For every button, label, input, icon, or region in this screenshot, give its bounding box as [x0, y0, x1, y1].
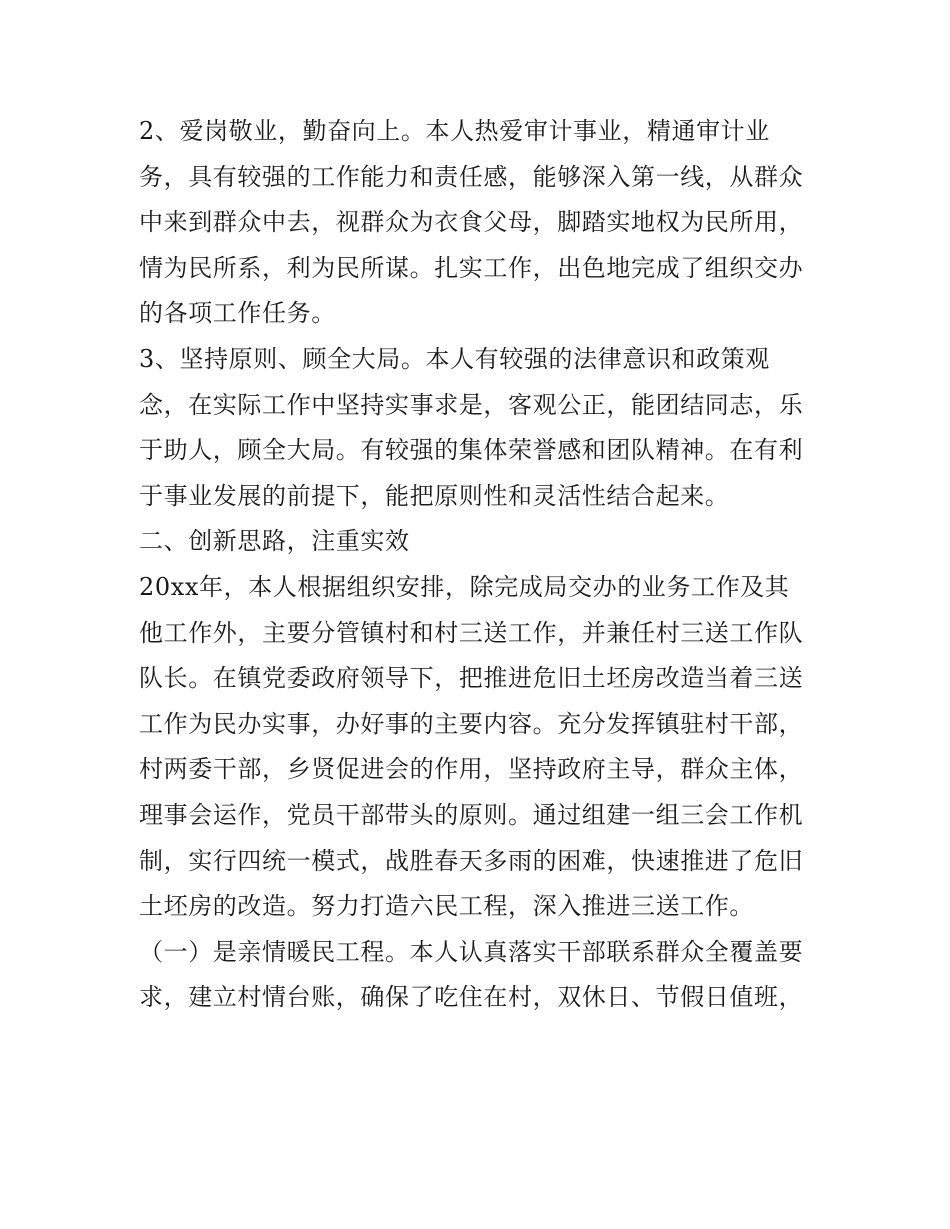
text-line: 于事业发展的前提下，能把原则性和灵活性结合起来。: [139, 481, 730, 510]
paragraph-innovation: [139, 565, 815, 930]
paragraph-principles: [139, 337, 815, 519]
section-heading: [139, 519, 815, 565]
heading-line: 二、创新思路，注重实效: [139, 527, 410, 556]
text-line: 情为民所系，利为民所谋。扎实工作，出色地完成了组织交办: [139, 253, 804, 282]
text-line: 村两委干部，乡贤促进会的作用，坚持政府主导，群众主体，: [139, 755, 804, 784]
text-line: 理事会运作，党员干部带头的原则。通过组建一组三会工作机: [139, 800, 804, 829]
text-line: 念，在实际工作中坚持实事求是，客观公正，能团结同志，乐: [139, 390, 804, 419]
text-line: 20xx年，本人根据组织安排，除完成局交办的业务工作及其: [139, 572, 790, 601]
text-line: 制，实行四统一模式，战胜春天多雨的困难，快速推进了危旧: [139, 846, 804, 875]
text-line: 求，建立村情台账，确保了吃住在村，双休日、节假日值班，: [139, 983, 804, 1012]
text-line: （一）是亲情暖民工程。本人认真落实干部联系群众全覆盖要: [139, 937, 804, 966]
text-line: 他工作外，主要分管镇村和村三送工作，并兼任村三送工作队: [139, 618, 804, 647]
paragraph-dedication: [139, 109, 815, 337]
text-line: 务，具有较强的工作能力和责任感，能够深入第一线，从群众: [139, 162, 804, 191]
paragraph-affection-project: [139, 930, 815, 1021]
document-body: [139, 109, 815, 1021]
text-line: 工作为民办实事，办好事的主要内容。充分发挥镇驻村干部，: [139, 709, 804, 738]
text-line: 的各项工作任务。: [139, 299, 336, 328]
text-line: 3、坚持原则、顾全大局。本人有较强的法律意识和政策观: [139, 344, 770, 373]
text-line: 中来到群众中去，视群众为衣食父母，脚踏实地权为民所用，: [139, 208, 804, 237]
text-line: 土坯房的改造。努力打造六民工程，深入推进三送工作。: [139, 892, 754, 921]
text-line: 队长。在镇党委政府领导下，把推进危旧土坯房改造当着三送: [139, 664, 804, 693]
text-line: 于助人，顾全大局。有较强的集体荣誉感和团队精神。在有利: [139, 436, 804, 465]
text-line: 2、爱岗敬业，勤奋向上。本人热爱审计事业，精通审计业: [139, 117, 770, 145]
